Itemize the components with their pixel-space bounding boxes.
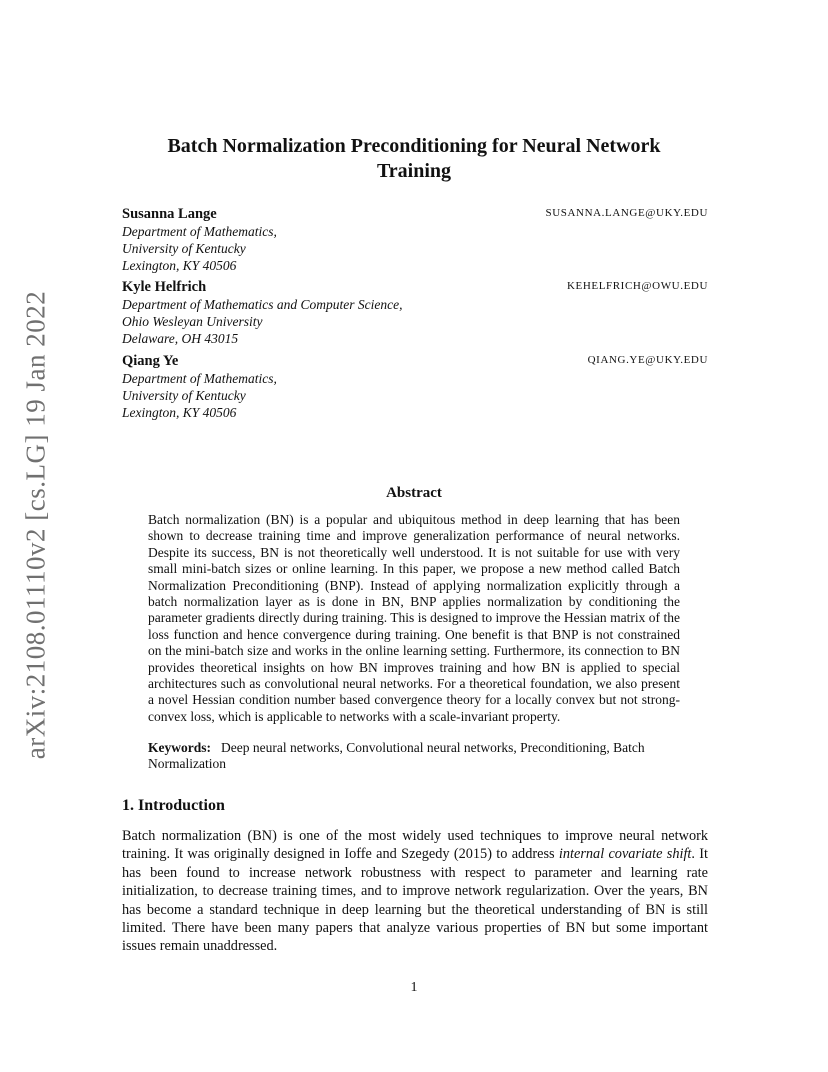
author-email[interactable]: SUSANNA.LANGE@UKY.EDU [545,207,708,219]
page-number: 1 [410,980,418,995]
author-email[interactable]: KEHELFRICH@OWU.EDU [566,280,708,292]
author-block-2 [122,279,708,347]
author-block-1 [122,206,708,274]
author-block-3 [122,353,708,421]
author-name: Qiang Ye [122,353,179,369]
author-affiliation: Lexington, KY 40506 [122,258,237,273]
intro-text-2: . It has been found to increase network robustness with respect to parameter and learning rate initialization, to decrease training times, and to improve network regularization. Over the years, BN has become a standard technique in deep learning but the theoretical understanding of BN is still limited. There have been many papers that analyze various properties of BN but some important issues remain unaddressed. [122,846,709,955]
title-line-2: Training [376,160,452,182]
keywords-list: Deep neural networks, Convolutional neural networks, Preconditioning, Batch Normalization [148,740,645,772]
author-name: Susanna Lange [122,206,217,222]
title-line-1: Batch Normalization Preconditioning for Neural Network [167,135,661,157]
author-affiliation: University of Kentucky [122,241,246,256]
author-name: Kyle Helfrich [122,279,207,295]
abstract-text: Batch normalization (BN) is a popular and ubiquitous method in deep learning that has been shown to decrease training time and improve generalization performance of neural networks. Despite its success, BN is not theoretically well understood. It is not suitable for use with very small mini-batch sizes or online learning. In this paper, we propose a new method called Batch Normalization Preconditioning (BNP). Instead of applying normalization explicitly through a batch normalization layer as is done in BN, BNP applies normalization by conditioning the parameter gradients directly during training. This is designed to improve the Hessian matrix of the loss function and hence convergence during training. One benefit is that BNP is not constrained on the mini-batch size and works in the online learning setting. Furthermore, its connection to BN provides theoretical insights on how BN improves training and how BN is applied to special architectures such as convolutional neural networks. For a theoretical foundation, we also present a novel Hessian condition number based convergence theory for a locally convex but not strong-convex loss, which is applicable to networks with a scale-invariant property. [148,512,680,724]
abstract-heading: Abstract [386,485,442,501]
author-affiliation: Ohio Wesleyan University [122,314,263,329]
section-heading: 1. Introduction [122,797,225,814]
author-affiliation: University of Kentucky [122,388,246,403]
intro-paragraph [122,827,708,956]
author-affiliation: Department of Mathematics, [122,371,277,386]
paper-title [120,134,708,184]
arxiv-identifier: arXiv:2108.01110v2 [cs.LG] 19 Jan 2022 [20,290,51,760]
author-affiliation: Department of Mathematics and Computer Science, [122,297,403,312]
author-affiliation: Delaware, OH 43015 [122,331,239,346]
intro-emphasis: internal covariate shift [558,846,692,863]
intro-text-1: Batch normalization (BN) is one of the most widely used techniques to improve neural network training. It was originally designed in Ioffe and Szegedy (2015) to address [122,828,708,863]
author-affiliation: Lexington, KY 40506 [122,405,237,420]
author-email[interactable]: QIANG.YE@UKY.EDU [587,354,708,366]
author-affiliation: Department of Mathematics, [122,224,277,239]
keywords [148,740,680,773]
keywords-label: Keywords: [148,740,211,755]
